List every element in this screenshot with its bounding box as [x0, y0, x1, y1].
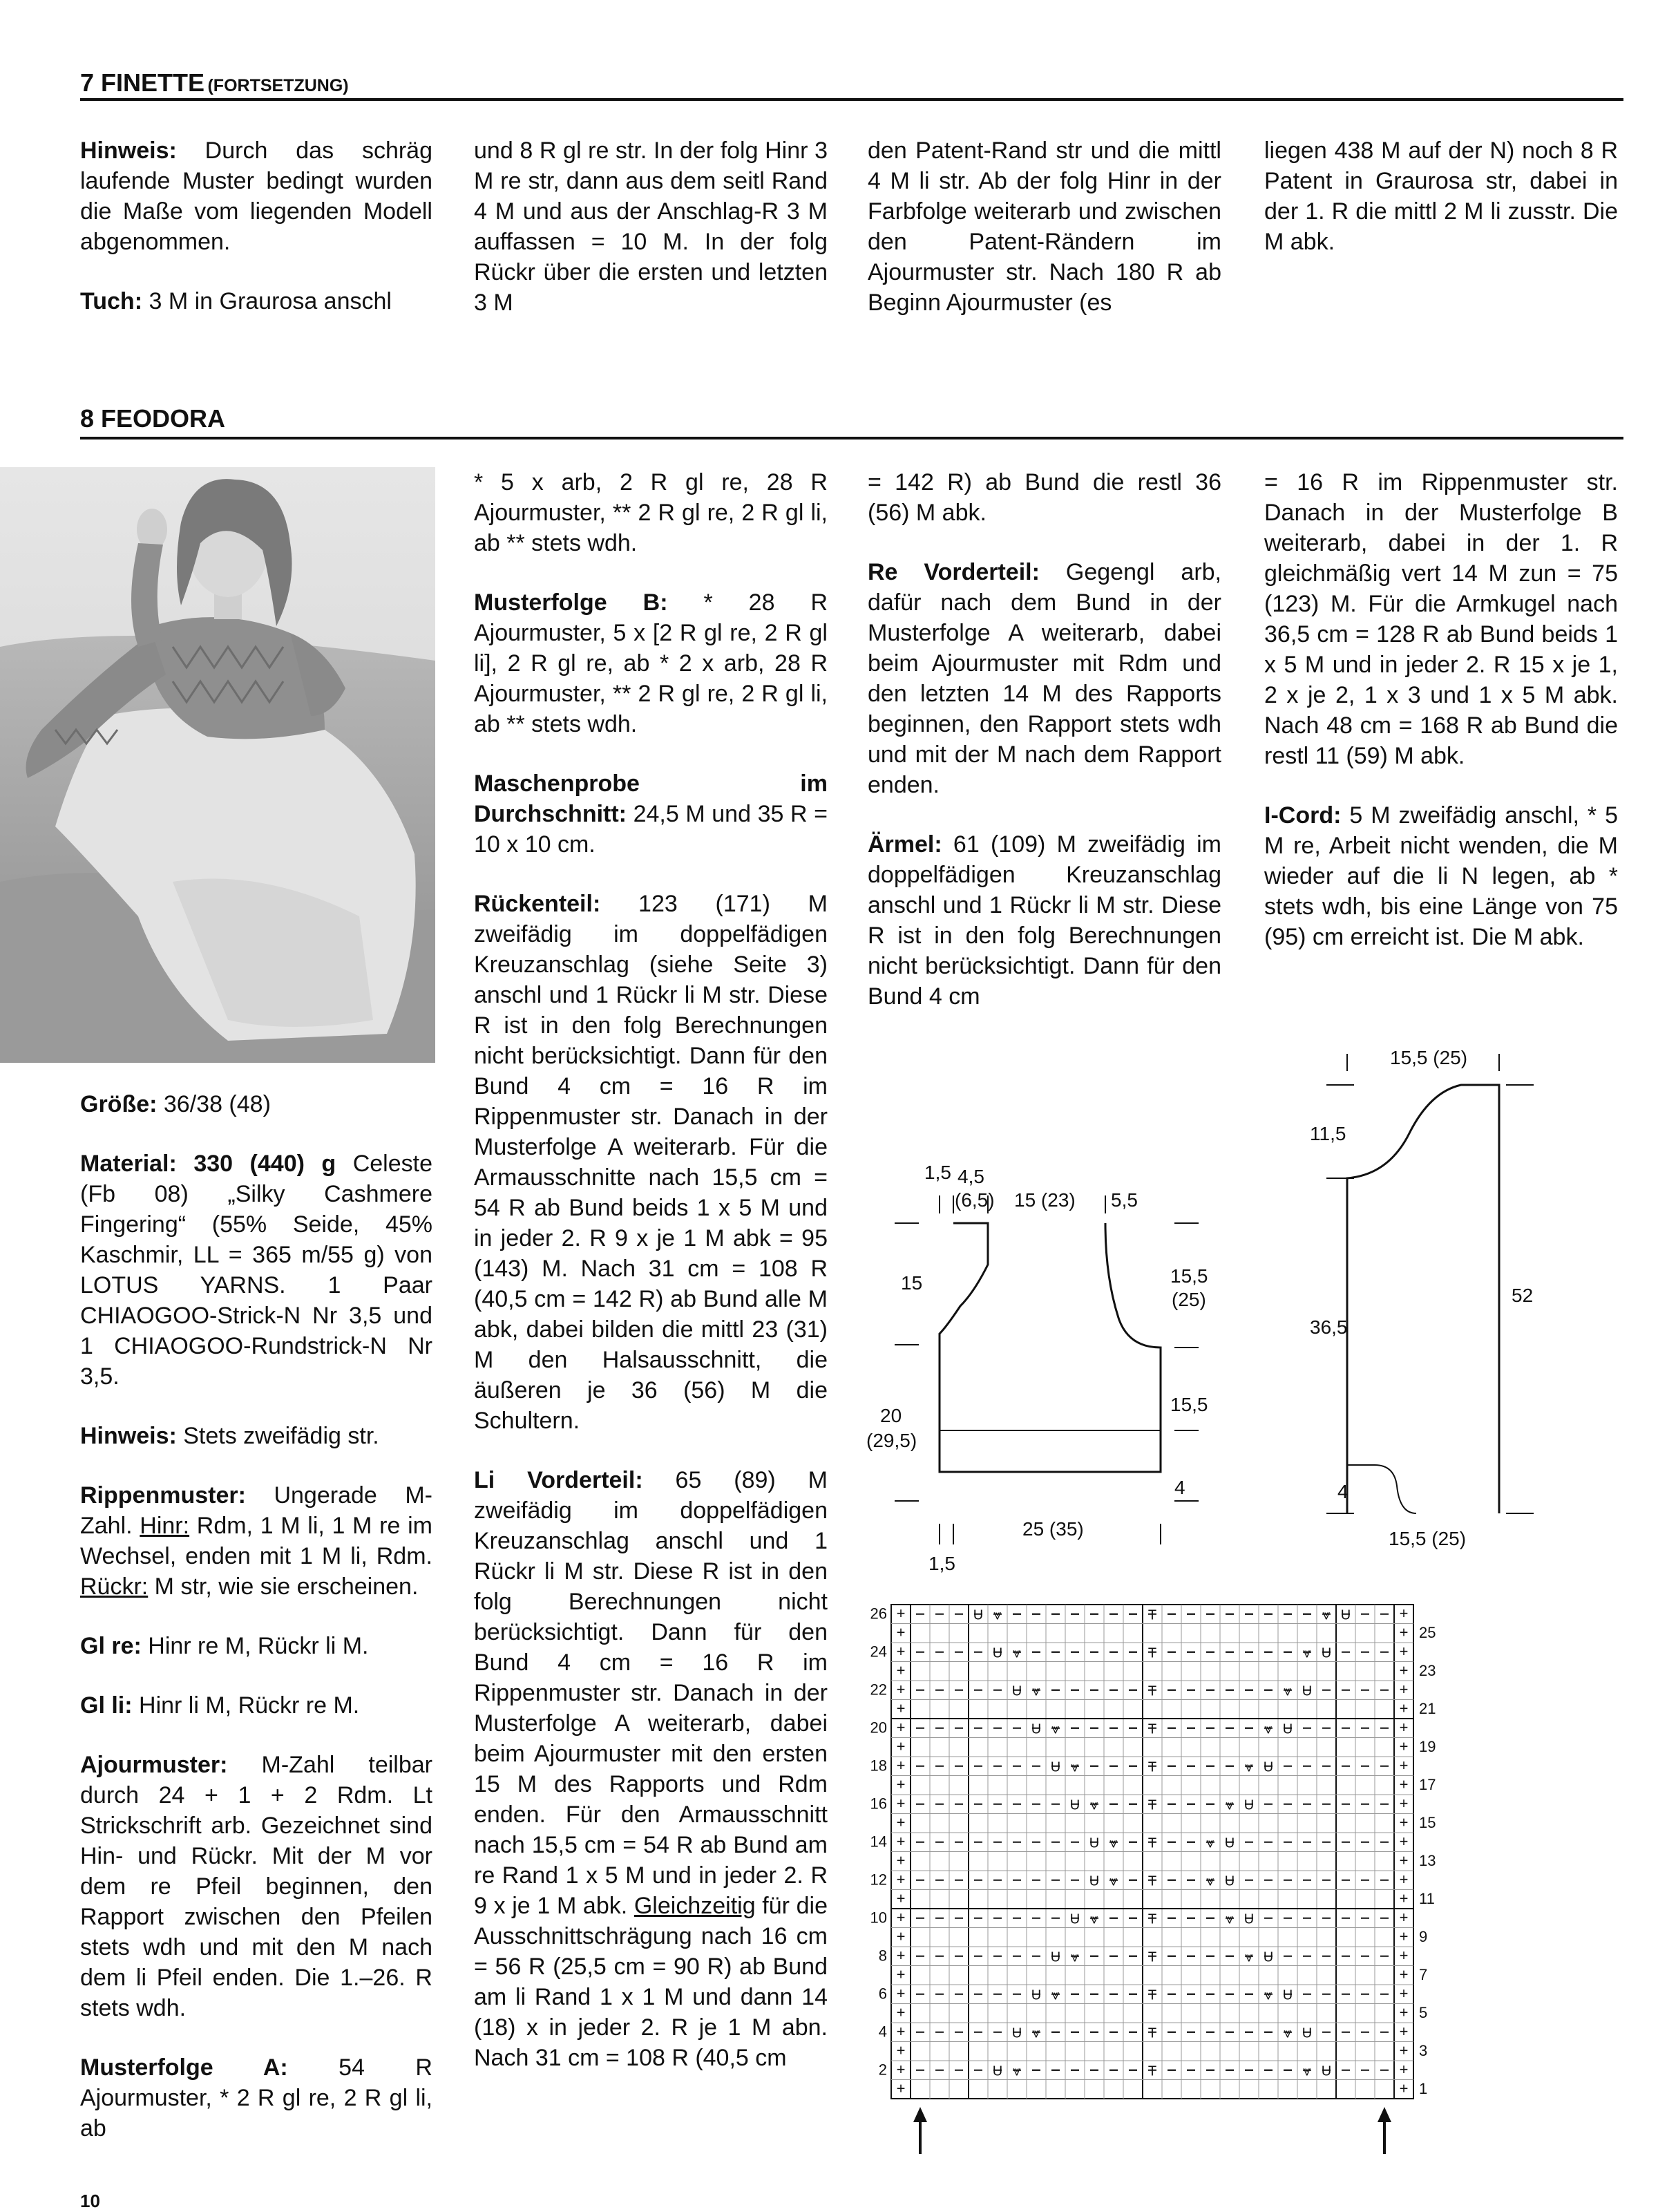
chart-stitch-symbol: U [1050, 1949, 1061, 1965]
chart-stitch-symbol: U [1321, 2063, 1332, 2079]
chart-row-label-left: 20 [870, 1719, 887, 1737]
chart-edge-stitch: + [1399, 1794, 1409, 1812]
chart-stitch-symbol: U [1282, 1987, 1293, 2003]
chart-stitch-symbol: U [973, 1607, 984, 1623]
chart-arrow-right-head [1378, 2107, 1391, 2122]
s8-aermel-cont: = 16 R im Rippenmuster str. Danach in der Musterfolge B weiterarb, dabei in der 1. R gleichmäßig vert 14 M zun = 75 (123) M. Für die Armkugel nach 36,5 cm = 128 R ab Bund beids 1 x 5 M und in jeder 2. R 15 x je 1, 2 x je 2, 1 x 3 und 1 x 5 M abk. Nach 48 cm = 168 R ab Bund die restl 11 (59) M abk. [1264, 469, 1618, 769]
s8-musterfolge-a-cont: * 5 x arb, 2 R gl re, 28 R Ajourmuster, ** 2 R gl re, 2 R gl li, ab ** stets wdh. [474, 469, 828, 556]
chart-stitch-symbol: T [1147, 1607, 1157, 1623]
chart-edge-stitch: + [896, 1756, 906, 1774]
chart-edge-stitch: + [896, 1851, 906, 1869]
chart-stitch-symbol: U [1263, 1759, 1274, 1775]
chart-edge-stitch: + [1399, 2022, 1409, 2040]
chart-edge-stitch: + [896, 2003, 906, 2021]
section-7-header [80, 69, 1623, 101]
chart-stitch-symbol: ⩔ [993, 1607, 1002, 1623]
chart-edge-stitch: + [896, 1889, 906, 1907]
sleeve-cuff [1347, 1465, 1416, 1513]
chart-edge-stitch: + [1399, 1870, 1409, 1888]
s7-col3-text: den Patent-Rand str und die mittl 4 M li str. Ab der folg Hinr in der Farbfolge weiterarb und zwischen den Patent-Rändern im Ajourmuster str. Nach 180 R ab Beginn Ajourmuster (es [868, 138, 1221, 316]
chart-stitch-symbol: ⩔ [1090, 1797, 1098, 1813]
s8-musterfolge-a: Musterfolge A: 54 R Ajourmuster, * 2 R gl re, 2 R gl li, ab [80, 2054, 432, 2142]
knitting-chart [850, 1596, 1458, 2156]
s8-column-1 [80, 1089, 432, 2173]
dim-left-15: 15 [901, 1272, 923, 1294]
chart-edge-stitch: + [1399, 1737, 1409, 1755]
dim-bottom-1-5: 1,5 [928, 1553, 955, 1574]
sleeve-dim-bottom: 15,5 (25) [1389, 1528, 1467, 1549]
section-7-title: 7 FINETTE [80, 68, 205, 97]
dim-top-6-5: (6,5) [955, 1189, 995, 1211]
chart-edge-stitch: + [896, 1813, 906, 1831]
chart-stitch-symbol: U [1282, 1721, 1293, 1737]
s7-column-4 [1264, 135, 1618, 286]
chart-row-label-right: 15 [1419, 1814, 1436, 1832]
chart-edge-stitch: + [1399, 1851, 1409, 1869]
chart-edge-stitch: + [1399, 1718, 1409, 1736]
chart-stitch-symbol: ⩔ [1071, 1949, 1079, 1965]
dim-right-15-5-a: 15,5 [1170, 1265, 1208, 1287]
s7-col2-text: und 8 R gl re str. In der folg Hinr 3 M re str, dann aus dem seitl Rand 4 M und aus der Anschlag-R 3 M auffassen = 10 M. In der folg Rückr über die ersten und letzten 3 M [474, 138, 828, 316]
dim-right-4: 4 [1174, 1477, 1185, 1498]
chart-edge-stitch: + [1399, 1927, 1409, 1945]
chart-stitch-symbol: U [1011, 2025, 1022, 2041]
chart-stitch-symbol: T [1147, 2025, 1157, 2041]
chart-row-label-left: 16 [870, 1795, 887, 1813]
chart-edge-stitch: + [896, 1699, 906, 1717]
chart-stitch-symbol: ⩔ [1071, 1759, 1079, 1775]
chart-stitch-symbol: U [1321, 1645, 1332, 1661]
chart-edge-stitch: + [1399, 1604, 1409, 1622]
chart-stitch-symbol: ⩔ [1109, 1873, 1118, 1889]
chart-stitch-symbol: U [1069, 1797, 1080, 1813]
dim-top-5-5: 5,5 [1111, 1189, 1138, 1211]
chart-stitch-symbol: U [1089, 1835, 1100, 1851]
chart-stitch-symbol: U [1089, 1873, 1100, 1889]
chart-edge-stitch: + [896, 1984, 906, 2002]
chart-stitch-symbol: U [1244, 1797, 1255, 1813]
chart-arrow-left-head [913, 2107, 927, 2122]
chart-stitch-symbol: ⩔ [1032, 2025, 1040, 2041]
chart-stitch-symbol: T [1147, 1683, 1157, 1699]
chart-row-label-right: 13 [1419, 1852, 1436, 1870]
chart-stitch-symbol: U [992, 2063, 1003, 2079]
chart-row-label-left: 24 [870, 1643, 887, 1661]
chart-edge-stitch: + [896, 1642, 906, 1660]
chart-stitch-symbol: ⩔ [1051, 1987, 1060, 2003]
chart-stitch-symbol: ⩔ [1090, 1911, 1098, 1927]
dim-right-25: (25) [1172, 1289, 1206, 1310]
chart-stitch-symbol: ⩔ [1206, 1835, 1214, 1851]
s8-li-vorderteil-cont: = 142 R) ab Bund die restl 36 (56) M abk. [868, 469, 1221, 526]
chart-edge-stitch: + [1399, 1965, 1409, 1983]
s8-column-4 [1264, 467, 1618, 981]
section-8-title: 8 FEODORA [80, 404, 226, 433]
chart-edge-stitch: + [896, 2060, 906, 2078]
chart-edge-stitch: + [1399, 2079, 1409, 2097]
chart-stitch-symbol: ⩔ [1226, 1797, 1234, 1813]
chart-edge-stitch: + [1399, 1661, 1409, 1679]
chart-edge-stitch: + [1399, 1775, 1409, 1793]
chart-stitch-symbol: U [1263, 1949, 1274, 1965]
chart-edge-stitch: + [896, 1623, 906, 1641]
sleeve-dim-cap: 11,5 [1310, 1123, 1346, 1144]
s8-maschenprobe: Maschenprobe im Durchschnitt: 24,5 M und 35 R = 10 x 10 cm. [474, 771, 828, 858]
chart-edge-stitch: + [896, 1832, 906, 1850]
chart-edge-stitch: + [896, 1661, 906, 1679]
chart-edge-stitch: + [1399, 2003, 1409, 2021]
s8-column-3 [868, 467, 1221, 1041]
s7-tuch: Tuch: 3 M in Graurosa anschl [80, 288, 392, 314]
chart-stitch-symbol: U [1031, 1987, 1042, 2003]
chart-row-label-left: 22 [870, 1681, 887, 1699]
page-number: 10 [80, 2191, 100, 2211]
s8-gl-re: Gl re: Hinr re M, Rückr li M. [80, 1633, 369, 1659]
chart-edge-stitch: + [896, 1870, 906, 1888]
chart-stitch-symbol: U [1011, 1683, 1022, 1699]
section-8-header [80, 405, 1623, 439]
chart-stitch-symbol: U [992, 1645, 1003, 1661]
sleeve-dim-cuff: 4 [1337, 1481, 1349, 1502]
chart-stitch-symbol: T [1147, 1797, 1157, 1813]
chart-stitch-symbol: U [1069, 1911, 1080, 1927]
chart-edge-stitch: + [896, 2079, 906, 2097]
chart-stitch-symbol: T [1147, 1987, 1157, 2003]
chart-row-label-right: 19 [1419, 1738, 1436, 1756]
chart-stitch-symbol: ⩔ [1284, 1683, 1292, 1699]
chart-edge-stitch: + [1399, 1889, 1409, 1907]
chart-row-label-right: 9 [1419, 1928, 1428, 1946]
chart-stitch-symbol: U [1340, 1607, 1351, 1623]
dim-top-neck: 15 (23) [1014, 1189, 1076, 1211]
chart-stitch-symbol: T [1147, 1721, 1157, 1737]
s8-rueckenteil: Rückenteil: 123 (171) M zweifädig im doppelfädigen Kreuzanschlag (siehe Seite 3) anschl und 1 Rückr li M str. Diese R ist in den folg Berechnungen nicht berücksichtigt. Dann für den Bund 4 cm = 16 R im Rippenmuster str. Danach in der Musterfolge A weiterarb. Für die Armausschnitte nach 15,5 cm = 54 R ab Bund beids 1 x 5 M und in jeder 2. R 9 x je 1 M abk = 95 (143) M. Nach 31 cm = 108 R (40,5 cm = 142 R) ab Bund alle M abk, dabei bilden die mittl 23 (31) M den Halsausschnitt, die äußeren je 36 (56) M die Schultern. [474, 891, 828, 1434]
s7-column-3 [868, 135, 1221, 347]
chart-edge-stitch: + [1399, 2060, 1409, 2078]
chart-stitch-symbol: ⩔ [1264, 1987, 1273, 2003]
chart-stitch-symbol: U [1224, 1835, 1235, 1851]
sleeve-dim-top: 15,5 (25) [1390, 1047, 1468, 1068]
chart-edge-stitch: + [896, 1604, 906, 1622]
dim-right-15-5-b: 15,5 [1170, 1394, 1208, 1415]
chart-stitch-symbol: ⩔ [1013, 2063, 1021, 2079]
chart-stitch-symbol: ⩔ [1245, 1949, 1253, 1965]
chart-edge-stitch: + [896, 1794, 906, 1812]
chart-edge-stitch: + [896, 1965, 906, 1983]
chart-row-label-right: 7 [1419, 1966, 1428, 1984]
s7-column-1 [80, 135, 432, 346]
s8-material: Material: 330 (440) g Celeste (Fb 08) „Silky Cashmere Fingering“ (55% Seide, 45% Kaschmir, LL = 365 m/55 g) von LOTUS YARNS. 1 Paar CHIAOGOO-Strick-N Nr 3,5 und 1 CHIAOGOO-Rundstrick-N Nr 3,5. [80, 1151, 432, 1390]
chart-row-label-right: 3 [1419, 2042, 1428, 2060]
s8-li-vorderteil: Li Vorderteil: 65 (89) M zweifädig im doppelfädigen Kreuzanschlag anschl und 1 Rückr li M str. Diese R ist in den folg Berechnungen nicht berücksichtigt. Dann für den Bund 4 cm = 16 R im Rippenmuster str. Danach in der Musterfolge A weiterarb, dabei beim Ajourmuster mit den ersten 15 M des Rapports und Rdm enden. Für den Armausschnitt nach 15,5 cm = 54 R ab Bund am re Rand 1 x 5 M und in jeder 2. R 9 x je 1 M abk. Gleichzeitig für die Ausschnittschrägung nach 16 cm = 56 R (25,5 cm = 90 R) ab Bund am li Rand 1 x 1 M und dann 14 (18) x in jeder 2. R je 1 M abn. Nach 31 cm = 108 R (40,5 cm [474, 1467, 828, 2071]
chart-row-label-left: 10 [870, 1909, 887, 1927]
chart-stitch-symbol: ⩔ [1206, 1873, 1214, 1889]
chart-row-label-right: 5 [1419, 2004, 1428, 2022]
model-photo-illustration [0, 467, 435, 1063]
chart-stitch-symbol: ⩔ [1284, 2025, 1292, 2041]
s8-re-vorderteil: Re Vorderteil: Gegengl arb, dafür nach dem Bund in der Musterfolge A weiterarb, dabei beim Ajourmuster mit Rdm und den letzten 14 M des Rapports beginnen, den Rapport stets wdh und mit der M nach dem Rapport enden. [868, 559, 1221, 798]
s8-ajourmuster: Ajourmuster: M-Zahl teilbar durch 24 + 1 + 2 Rdm. Lt Strickschrift arb. Gezeichnet sind Hin- und Rückr. Mit der M vor dem re Pfeil beginnen, den Rapport zwischen den Pfeilen stets wdh und mit den M nach dem li Pfeil enden. Die 1.–26. R stets wdh. [80, 1752, 432, 2021]
chart-row-label-left: 18 [870, 1757, 887, 1775]
chart-edge-stitch: + [1399, 1984, 1409, 2002]
chart-stitch-symbol: ⩔ [1303, 2063, 1311, 2079]
s8-column-2 [474, 467, 828, 2102]
s8-hinweis: Hinweis: Stets zweifädig str. [80, 1423, 379, 1449]
chart-edge-stitch: + [1399, 1756, 1409, 1774]
chart-edge-stitch: + [1399, 1946, 1409, 1964]
chart-stitch-symbol: T [1147, 1949, 1157, 1965]
chart-row-label-left: 8 [878, 1947, 887, 1965]
chart-row-label-left: 26 [870, 1605, 887, 1623]
section-7-subtitle: (FORTSETZUNG) [207, 76, 349, 95]
chart-stitch-symbol: U [1302, 1683, 1313, 1699]
chart-edge-stitch: + [896, 1908, 906, 1926]
chart-edge-stitch: + [1399, 2041, 1409, 2059]
sleeve-schematic [1271, 1037, 1561, 1582]
chart-row-label-right: 23 [1419, 1662, 1436, 1680]
chart-row-label-right: 17 [1419, 1776, 1436, 1794]
model-photo [0, 467, 435, 1063]
s8-aermel: Ärmel: 61 (109) M zweifädig im doppelfädigen Kreuzanschlag anschl und 1 Rückr li M str. Diese R ist in den folg Berechnungen nicht berücksichtigt. Dann für den Bund 4 cm [868, 831, 1221, 1010]
dim-bottom-width: 25 (35) [1022, 1518, 1084, 1540]
body-outline [940, 1223, 1161, 1472]
dim-left-29-5: (29,5) [866, 1430, 917, 1451]
chart-stitch-symbol: ⩔ [1245, 1759, 1253, 1775]
chart-stitch-symbol: ⩔ [1032, 1683, 1040, 1699]
sleeve-dim-length: 36,5 [1310, 1316, 1348, 1338]
chart-stitch-symbol: U [1050, 1759, 1061, 1775]
chart-edge-stitch: + [1399, 1832, 1409, 1850]
chart-stitch-symbol: T [1147, 1911, 1157, 1927]
chart-edge-stitch: + [1399, 1813, 1409, 1831]
chart-stitch-symbol: ⩔ [1264, 1721, 1273, 1737]
chart-row-label-left: 12 [870, 1871, 887, 1889]
chart-edge-stitch: + [896, 1718, 906, 1736]
dim-top-4-5: 4,5 [957, 1166, 984, 1187]
chart-stitch-symbol: T [1147, 1759, 1157, 1775]
chart-edge-stitch: + [1399, 1623, 1409, 1641]
s8-groesse: Größe: 36/38 (48) [80, 1091, 271, 1117]
chart-row-label-left: 6 [878, 1985, 887, 2003]
s7-col4-text: liegen 438 M auf der N) noch 8 R Patent in Graurosa str, dabei in der 1. R die mittl 2 M li zusstr. Die M abk. [1264, 138, 1618, 255]
chart-stitch-symbol: T [1147, 1645, 1157, 1661]
chart-stitch-symbol: ⩔ [1322, 1607, 1331, 1623]
chart-stitch-symbol: ⩔ [1303, 1645, 1311, 1661]
chart-edge-stitch: + [896, 1775, 906, 1793]
chart-row-label-right: 1 [1419, 2080, 1428, 2098]
s7-column-2 [474, 135, 828, 347]
body-schematic [857, 1140, 1230, 1582]
chart-stitch-symbol: T [1147, 2063, 1157, 2079]
chart-row-label-right: 11 [1419, 1890, 1435, 1908]
chart-stitch-symbol: U [1224, 1873, 1235, 1889]
s8-i-cord: I-Cord: 5 M zweifädig anschl, * 5 M re, Arbeit nicht wenden, die M wieder auf die li N legen, ab * stets wdh, bis eine Länge von 75 (95) cm erreicht ist. Die M abk. [1264, 802, 1618, 950]
chart-edge-stitch: + [896, 1680, 906, 1698]
s8-rippenmuster: Rippenmuster: Ungerade M-Zahl. Hinr: Rdm, 1 M li, 1 M re im Wechsel, enden mit 1 M li, Rdm. Rückr: M str, wie sie erscheinen. [80, 1482, 432, 1600]
chart-row-label-right: 25 [1419, 1624, 1436, 1642]
chart-stitch-symbol: ⩔ [1109, 1835, 1118, 1851]
sleeve-dim-total: 52 [1512, 1285, 1534, 1306]
chart-edge-stitch: + [896, 2041, 906, 2059]
chart-edge-stitch: + [896, 1946, 906, 1964]
chart-stitch-symbol: ⩔ [1226, 1911, 1234, 1927]
chart-stitch-symbol: U [1244, 1911, 1255, 1927]
chart-stitch-symbol: ⩔ [1013, 1645, 1021, 1661]
chart-stitch-symbol: U [1031, 1721, 1042, 1737]
s8-musterfolge-b: Musterfolge B: * 28 R Ajourmuster, 5 x [2 R gl re, 2 R gl li], 2 R gl re, ab * 2 x arb, 28 R Ajourmuster, ** 2 R gl re, 2 R gl li, ab ** stets wdh. [474, 589, 828, 737]
chart-row-label-left: 2 [878, 2061, 887, 2079]
chart-row-label-left: 14 [870, 1833, 887, 1851]
dim-top-1-5: 1,5 [924, 1162, 951, 1183]
chart-row-label-left: 4 [878, 2023, 887, 2041]
s7-hinweis: Hinweis: Durch das schräg laufende Muster bedingt wurden die Maße vom liegenden Modell abgenommen. [80, 138, 432, 255]
chart-edge-stitch: + [1399, 1642, 1409, 1660]
chart-stitch-symbol: T [1147, 1835, 1157, 1851]
chart-edge-stitch: + [896, 1737, 906, 1755]
chart-edge-stitch: + [1399, 1908, 1409, 1926]
chart-edge-stitch: + [1399, 1699, 1409, 1717]
sleeve-outline [1347, 1085, 1499, 1513]
chart-edge-stitch: + [1399, 1680, 1409, 1698]
chart-stitch-symbol: ⩔ [1051, 1721, 1060, 1737]
chart-stitch-symbol: U [1302, 2025, 1313, 2041]
s8-gl-li: Gl li: Hinr li M, Rückr re M. [80, 1692, 360, 1719]
chart-stitch-symbol: T [1147, 1873, 1157, 1889]
chart-edge-stitch: + [896, 2022, 906, 2040]
chart-edge-stitch: + [896, 1927, 906, 1945]
chart-row-label-right: 21 [1419, 1700, 1436, 1718]
dim-left-20: 20 [880, 1405, 902, 1426]
